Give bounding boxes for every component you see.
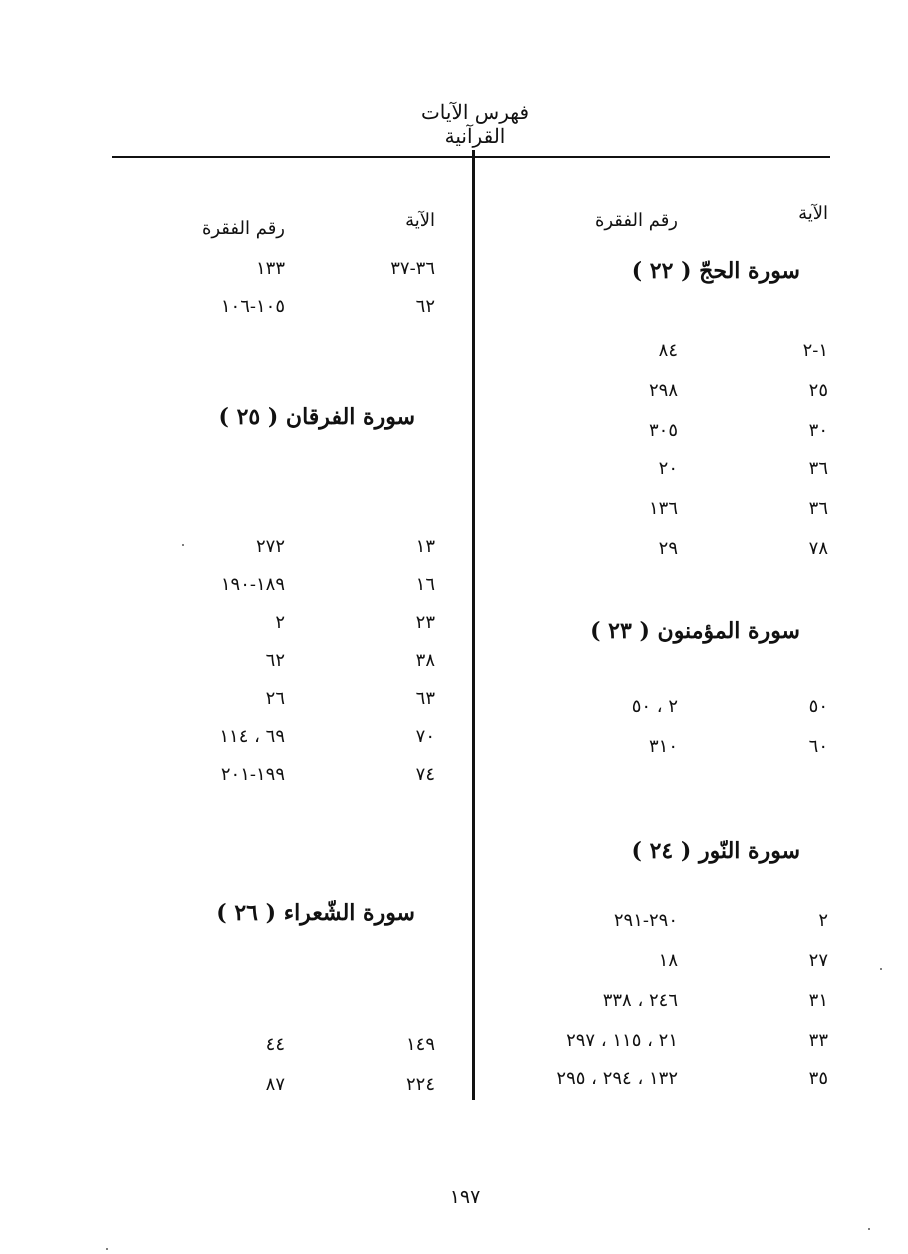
paragraph-number: ٢٩٨ (648, 380, 678, 401)
ayah-number: ٢٥ (808, 380, 828, 401)
paragraph-number: ٢ (275, 612, 285, 633)
scan-speck (106, 1248, 108, 1250)
column-header-ayah: الآية (798, 203, 828, 224)
column-header-paragraph: رقم الفقرة (201, 218, 285, 239)
column-header-paragraph: رقم الفقرة (594, 210, 678, 231)
ayah-number: ٦٣ (415, 688, 435, 709)
surah-heading: سورة الشّعراء ( ٢٦ ) (216, 900, 415, 926)
left-column (112, 158, 467, 1103)
ayah-number: ٣٦ (808, 458, 828, 479)
surah-heading: سورة المؤمنون ( ٢٣ ) (590, 618, 800, 644)
ayah-number: ١-٢ (802, 340, 828, 361)
ayah-number: ٣٨ (415, 650, 435, 671)
paragraph-number: ١٣٦ (648, 498, 678, 519)
column-divider (472, 150, 475, 1100)
ayah-number: ٧٤ (415, 764, 435, 785)
ayah-number: ٢ (818, 910, 828, 931)
ayah-number: ٣١ (808, 990, 828, 1011)
paragraph-number: ١٩٩-٢٠١ (220, 764, 285, 785)
scan-speck (868, 1228, 870, 1230)
paragraph-number: ٢٧٢ (255, 536, 285, 557)
ayah-number: ٣٥ (808, 1068, 828, 1089)
paragraph-number: ٢١ ، ١١٥ ، ٢٩٧ (566, 1030, 678, 1051)
paragraph-number: ٤٤ (265, 1034, 285, 1055)
right-column (478, 158, 830, 1103)
paragraph-number: ٢٦ (265, 688, 285, 709)
paragraph-number: ٢٠ (658, 458, 678, 479)
paragraph-number: ١٣٣ (255, 258, 285, 279)
ayah-number: ٢٢٤ (405, 1074, 435, 1095)
paragraph-number: ٢٩ (658, 538, 678, 559)
ayah-number: ٣٠ (808, 420, 828, 441)
surah-heading: سورة الحجّ ( ٢٢ ) (631, 258, 800, 284)
ayah-number: ١٤٩ (405, 1034, 435, 1055)
column-header-ayah: الآية (405, 210, 435, 231)
surah-heading: سورة النّور ( ٢٤ ) (631, 838, 800, 864)
paragraph-number: ٣١٠ (648, 736, 678, 757)
paragraph-number: ١٣٢ ، ٢٩٤ ، ٢٩٥ (556, 1068, 678, 1089)
scan-speck (182, 544, 184, 546)
page-title: فهرس الآيات القرآنية (420, 100, 530, 148)
paragraph-number: ٦٩ ، ١١٤ (219, 726, 285, 747)
surah-heading: سورة الفرقان ( ٢٥ ) (218, 404, 415, 430)
ayah-number: ٦٢ (415, 296, 435, 317)
ayah-number: ٣٦ (808, 498, 828, 519)
paragraph-number: ١٨ (658, 950, 678, 971)
ayah-number: ٢٧ (808, 950, 828, 971)
ayah-number: ١٦ (415, 574, 435, 595)
ayah-number: ٧٨ (808, 538, 828, 559)
paragraph-number: ٢ ، ٥٠ (631, 696, 678, 717)
paragraph-number: ١٠٥-١٠٦ (220, 296, 285, 317)
paragraph-number: ٨٤ (658, 340, 678, 361)
paragraph-number: ١٨٩-١٩٠ (220, 574, 285, 595)
page-number: ١٩٧ (449, 1186, 481, 1208)
ayah-number: ٣٣ (808, 1030, 828, 1051)
ayah-number: ٥٠ (808, 696, 828, 717)
ayah-number: ٣٦-٣٧ (390, 258, 435, 279)
paragraph-number: ٨٧ (265, 1074, 285, 1095)
ayah-number: ٦٠ (808, 736, 828, 757)
ayah-number: ١٣ (415, 536, 435, 557)
paragraph-number: ٣٠٥ (648, 420, 678, 441)
paragraph-number: ٢٩٠-٢٩١ (613, 910, 678, 931)
paragraph-number: ٦٢ (265, 650, 285, 671)
ayah-number: ٢٣ (415, 612, 435, 633)
paragraph-number: ٢٤٦ ، ٣٣٨ (602, 990, 678, 1011)
scan-speck (880, 968, 882, 970)
ayah-number: ٧٠ (415, 726, 435, 747)
